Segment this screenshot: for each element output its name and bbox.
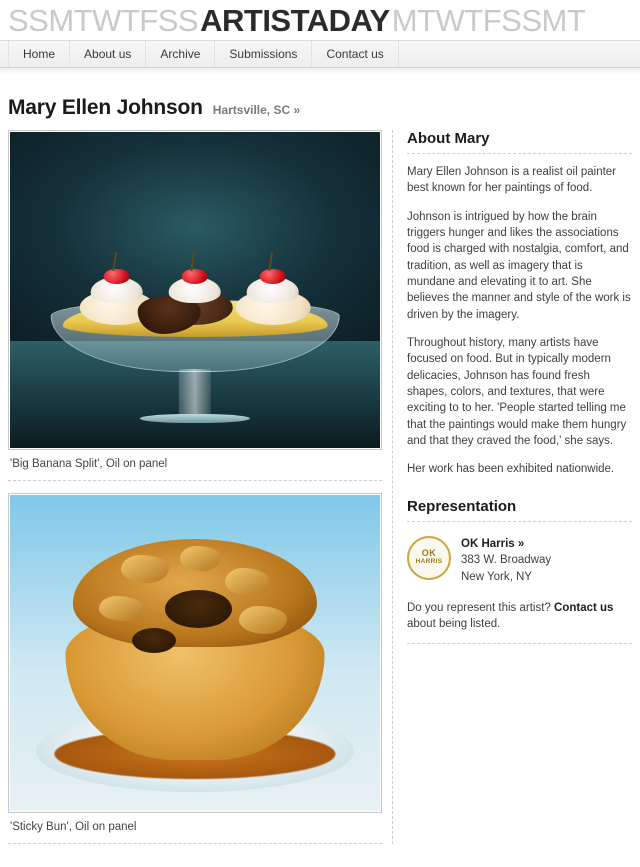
about-paragraph: Johnson is intrigued by how the brain triggers hunger and likes the associations food is charged with nostalgia, comfort, and tradition, as well as imagery that is mundane and elevating it to art. She believes the manner and style of the work is driven by the imagery. [407, 210, 631, 321]
representation-section [407, 498, 632, 644]
about-heading: About Mary [407, 130, 632, 154]
gallery-logo-icon [407, 536, 451, 580]
logo-days-left: SSMTWTFSS [8, 2, 199, 38]
artist-location-link[interactable]: Hartsville, SC » [212, 103, 301, 117]
artist-name: Mary Ellen Johnson [8, 96, 203, 119]
about-body [407, 164, 632, 478]
gallery-entry[interactable] [407, 532, 632, 586]
artwork-caption: 'Big Banana Split', Oil on panel [8, 450, 382, 481]
about-paragraph: Mary Ellen Johnson is a realist oil painter best known for her paintings of food. [407, 166, 617, 195]
gallery-address-line1: 383 W. Broadway [461, 554, 552, 567]
nav-item-submissions[interactable]: Submissions [215, 41, 312, 67]
nav-item-about-us[interactable]: About us [70, 41, 146, 67]
contact-us-link[interactable]: Contact us [554, 601, 614, 614]
nav-item-contact-us[interactable]: Contact us [312, 41, 398, 67]
sidebar-column [393, 130, 632, 844]
artwork-frame[interactable] [8, 130, 382, 450]
representation-prompt-suffix: about being listed. [407, 618, 501, 631]
artwork-item [8, 493, 382, 844]
artwork-caption: 'Sticky Bun', Oil on panel [8, 813, 382, 844]
main-navigation [0, 40, 640, 68]
representation-heading: Representation [407, 498, 632, 522]
artwork-item [8, 130, 382, 481]
artwork-frame[interactable] [8, 493, 382, 813]
artwork-image-big-banana-split[interactable] [10, 132, 380, 448]
about-paragraph: Her work has been exhibited nationwide. [407, 463, 615, 476]
content-area [0, 130, 640, 844]
masthead [0, 0, 640, 40]
site-logo[interactable] [8, 2, 586, 38]
nav-item-home[interactable]: Home [8, 41, 70, 67]
logo-days-right: MTWTFSSMT [391, 2, 586, 38]
page-title [0, 74, 640, 130]
gallery-name-link[interactable]: OK Harris » [461, 537, 525, 550]
section-divider [407, 643, 632, 644]
gallery-address-line2: New York, NY [461, 570, 532, 583]
logo-brand: ARTISTADAY [200, 2, 390, 38]
representation-prompt [407, 600, 632, 633]
about-paragraph: Throughout history, many artists have focused on food. But in typically modern delicacies, Johnson has found fresh shapes, colors, and textures, that were exciting to to her. 'People started telling me that the paintings would make them hungry and that they craved the food,' she says. [407, 336, 627, 447]
gallery-logo-line1: OK [421, 548, 437, 559]
gallery-logo-line2: HARRIS [415, 557, 443, 565]
gallery-info [461, 536, 551, 586]
representation-prompt-prefix: Do you represent this artist? [407, 601, 555, 614]
artwork-column [8, 130, 393, 844]
artwork-image-sticky-bun[interactable] [10, 495, 380, 811]
nav-item-archive[interactable]: Archive [146, 41, 215, 67]
